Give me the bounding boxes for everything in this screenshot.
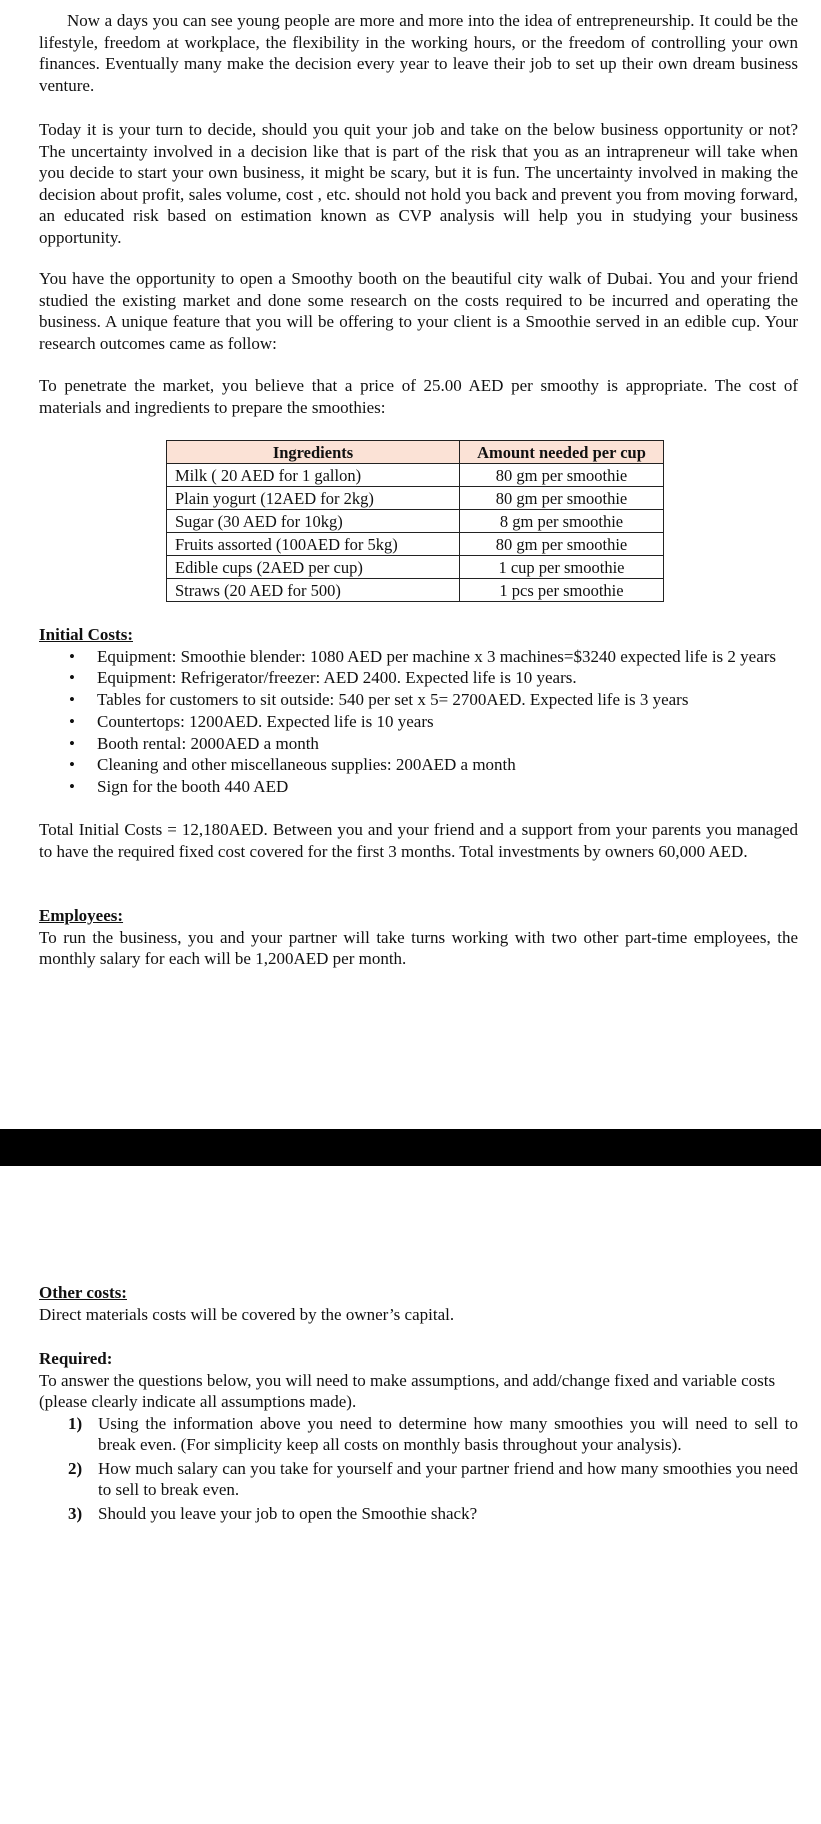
list-item: 2) How much salary can you take for yourself and your partner friend and how many smoothies you need to sell to break even. [68,1458,798,1499]
required-heading: Required: [39,1349,113,1368]
other-costs-heading: Other costs: [39,1283,127,1302]
list-item: • Cleaning and other miscellaneous supplies: 200AED a month [69,755,516,775]
required-section [39,1348,798,1526]
bullet-icon: • [69,733,75,753]
table-row [167,556,664,579]
required-questions-list [39,1413,798,1525]
table-row [167,510,664,533]
ingredient-cell: Milk ( 20 AED for 1 gallon) [167,464,460,487]
ingredient-cell: Edible cups (2AED per cup) [167,556,460,579]
question-number: 2) [68,1458,83,1478]
list-item: • Tables for customers to sit outside: 540 per set x 5= 2700AED. Expected life is 3 years [69,690,689,710]
employees-text: To run the business, you and your partner will take turns working with two other part-time employees, the monthly salary for each will be 1,200AED per month. [39,927,798,968]
list-item: 1) Using the information above you need to determine how many smoothies you will need to sell to break even. (For simplicity keep all costs on monthly basis throughout your analysis). [68,1413,798,1454]
list-item: • Countertops: 1200AED. Expected life is 10 years [69,711,434,731]
ingredient-cell: Plain yogurt (12AED for 2kg) [167,487,460,510]
total-initial-costs-paragraph: Total Initial Costs = 12,180AED. Between you and your friend and a support from your parents you managed to have the required fixed cost covered for the first 3 months. Total investments by owners 60,000 AED. [39,820,798,861]
table-header-row [167,441,664,464]
other-costs-section [39,1282,798,1325]
employees-section [39,905,798,970]
bullet-icon: • [69,690,75,710]
amount-cell: 1 cup per smoothie [460,556,664,579]
amount-cell: 80 gm per smoothie [460,487,664,510]
list-item: • Equipment: Refrigerator/freezer: AED 2400. Expected life is 10 years. [69,668,577,688]
intro-paragraph-4: To penetrate the market, you believe that a price of 25.00 AED per smoothy is appropriate. The cost of materials and ingredients to prepare the smoothies: [39,376,798,417]
ingredient-cell: Straws (20 AED for 500) [167,579,460,602]
table-row [167,579,664,602]
amount-cell: 8 gm per smoothie [460,510,664,533]
bullet-icon: • [69,755,75,775]
amount-cell: 80 gm per smoothie [460,464,664,487]
table-row [167,464,664,487]
list-item: • Sign for the booth 440 AED [69,777,289,797]
list-item: 3) Should you leave your job to open the Smoothie shack? [68,1503,478,1523]
initial-costs-list [39,646,814,799]
amount-cell: 80 gm per smoothie [460,533,664,556]
intro-paragraph-3: You have the opportunity to open a Smoothy booth on the beautiful city walk of Dubai. You and your friend studied the existing market and done some research on the costs required to be incurred and operating the business. A unique feature that you will be offering to your client is a Smoothie served in an edible cup. Your research outcomes came as follow: [39,269,798,353]
table-row [167,533,664,556]
ingredients-table [166,440,664,602]
question-number: 3) [68,1503,83,1523]
other-costs-text: Direct materials costs will be covered by the owner’s capital. [39,1304,455,1324]
bullet-icon: • [69,646,75,666]
list-item: • Booth rental: 2000AED a month [69,733,319,753]
bullet-icon: • [69,777,75,797]
employees-heading: Employees: [39,906,124,925]
initial-costs-section [39,624,814,798]
column-header-amount: Amount needed per cup [460,441,664,464]
initial-costs-heading: Initial Costs: [39,625,133,644]
bullet-icon: • [69,711,75,731]
ingredient-cell: Fruits assorted (100AED for 5kg) [167,533,460,556]
redaction-bar [0,1129,821,1166]
column-header-ingredients: Ingredients [167,441,460,464]
amount-cell: 1 pcs per smoothie [460,579,664,602]
intro-paragraph-1: Now a days you can see young people are more and more into the idea of entrepreneurship. It could be the lifestyle, freedom at workplace, the flexibility in the working hours, or the freedom of controlling your own finances. Eventually many make the decision every year to leave their job to set up their own dream business venture. [39,11,798,95]
list-item: • Equipment: Smoothie blender: 1080 AED per machine x 3 machines=$3240 expected life is 2 years [69,646,777,666]
required-intro: To answer the questions below, you will need to make assumptions, and add/change fixed and variable costs (please clearly indicate all assumptions made). [39,1370,776,1411]
intro-paragraph-2: Today it is your turn to decide, should you quit your job and take on the below business opportunity or not? The uncertainty involved in a decision like that is part of the risk that you as an intrapreneur will take when you decide to start your own business, it might be scary, but it is fun. The uncertainty involved in making the decision about profit, sales volume, cost , etc. should not hold you back and prevent you from moving forward, an educated risk based on estimation known as CVP analysis will help you in studying your business opportunity. [39,120,798,247]
bullet-icon: • [69,668,75,688]
table-row [167,487,664,510]
ingredient-cell: Sugar (30 AED for 10kg) [167,510,460,533]
question-number: 1) [68,1413,83,1433]
